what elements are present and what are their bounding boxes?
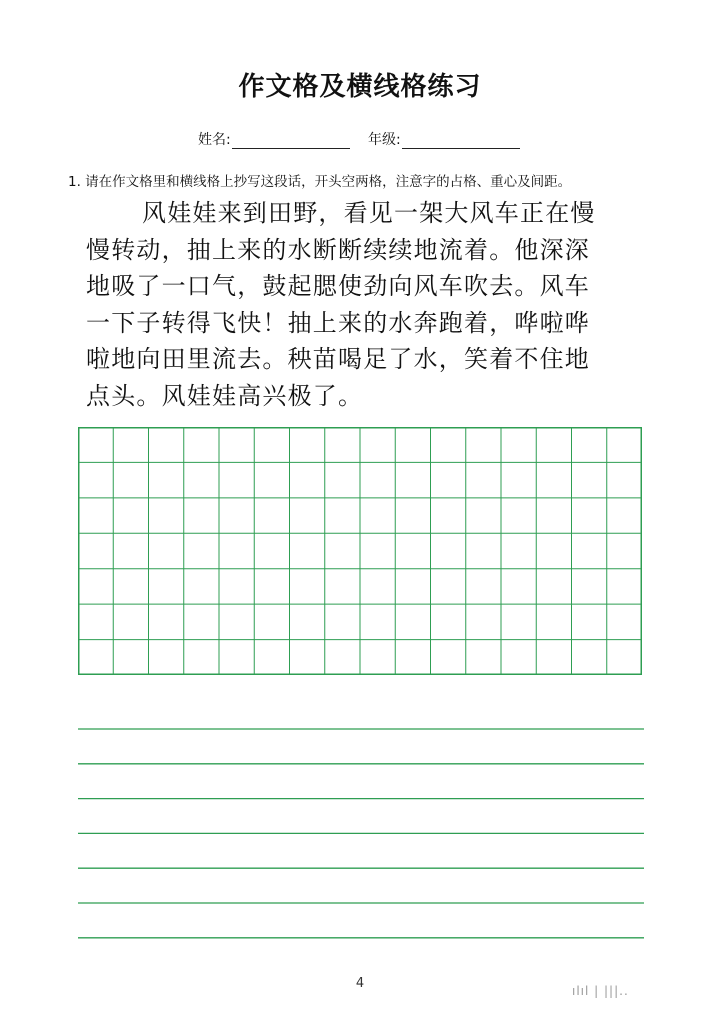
instruction-text: 1. 请在作文格里和横线格上抄写这段话，开头空两格，注意字的占格、重心及间距。 [68, 174, 572, 190]
passage-line-6: 点头。风娃娃高兴极了。 [86, 381, 364, 410]
passage-text [86, 195, 656, 414]
passage-line-3: 地吸了一口气，鼓起腮使劲向风车吹去。风车 [86, 272, 590, 300]
grade-line[interactable] [402, 148, 520, 149]
passage-line-1: 风娃娃来到田野，看见一架大风车正在慢 [142, 199, 596, 227]
writing-lines-svg [78, 720, 644, 950]
name-line[interactable] [232, 148, 350, 149]
passage-line-4: 一下子转得飞快！抽上来的水奔跑着，哗啦哗 [86, 308, 590, 337]
practice-grid[interactable] [78, 427, 642, 675]
passage-line-5: 啦地向田里流去。秧苗喝足了水，笑着不住地 [86, 345, 590, 373]
page-title: 作文格及横线格练习 [238, 72, 482, 102]
page-number: 4 [355, 976, 365, 991]
writing-lines[interactable] [78, 720, 644, 950]
passage-line-2: 慢转动，抽上来的水断断续续地流着。他深深 [86, 235, 590, 264]
watermark: ılıl | |||.. [572, 984, 629, 998]
grade-label: 年级: [368, 132, 401, 148]
name-label: 姓名: [198, 132, 231, 148]
practice-grid-lines [78, 427, 642, 675]
